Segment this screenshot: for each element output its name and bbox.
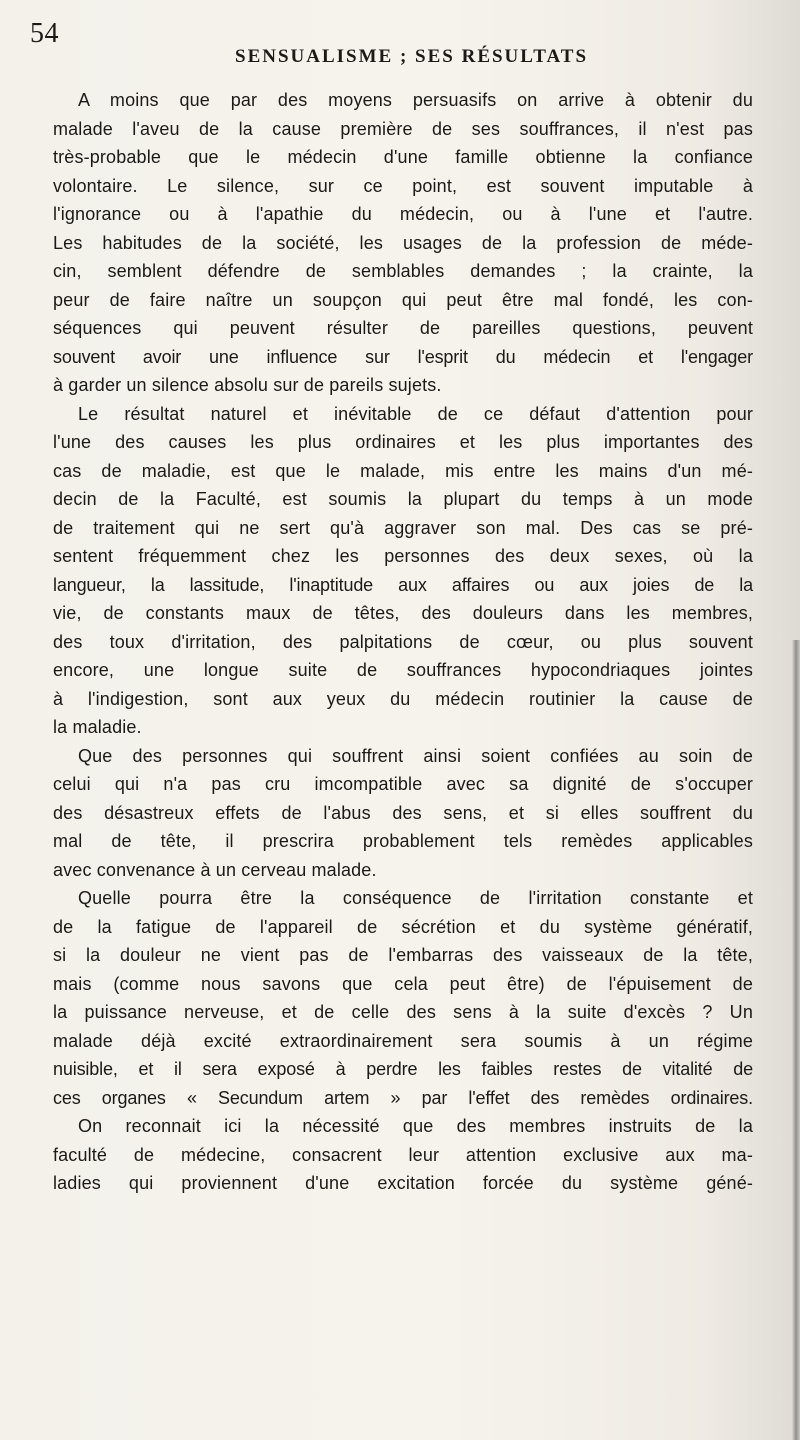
text-line: ladies qui proviennent d'une excitation forcée du système géné- bbox=[53, 1173, 753, 1193]
text-line: Quelle pourra être la conséquence de l'irritation constante et bbox=[78, 888, 753, 908]
running-head bbox=[30, 18, 770, 67]
text-line: peur de faire naître un soupçon qui peut être mal fondé, les con- bbox=[53, 289, 753, 310]
text-line: celui qui n'a pas cru imcompatible avec sa dignité de s'occuper bbox=[53, 774, 753, 794]
text-line: des toux d'irritation, des palpitations de cœur, ou plus souvent bbox=[53, 631, 753, 652]
text-line: A moins que par des moyens persuasifs on arrive à obtenir du bbox=[78, 90, 753, 110]
text-line: decin de la Faculté, est soumis la plupart du temps à un mode bbox=[53, 489, 753, 509]
text-line: à l'indigestion, sont aux yeux du médecin routinier la cause de bbox=[53, 688, 753, 709]
text-line: cas de maladie, est que le malade, mis entre les mains d'un mé- bbox=[53, 460, 753, 481]
text-line: malade déjà excité extraordinairement sera soumis à un régime bbox=[53, 1030, 753, 1051]
text-line: la puissance nerveuse, et de celle des sens à la suite d'excès ? Un bbox=[53, 1002, 753, 1022]
text-line: Les habitudes de la société, les usages de la profession de méde- bbox=[53, 232, 753, 253]
text-line: de traitement qui ne sert qu'à aggraver son mal. Des cas se pré- bbox=[53, 517, 753, 538]
text-line: langueur, la lassitude, l'inaptitude aux affaires ou aux joies de la bbox=[53, 574, 753, 595]
text-line: à garder un silence absolu sur de pareils sujets. bbox=[53, 375, 442, 395]
page-edge-shadow bbox=[792, 640, 800, 1440]
text-line: Le résultat naturel et inévitable de ce défaut d'attention pour bbox=[78, 403, 753, 424]
text-line: souvent avoir une influence sur l'esprit du médecin et l'engager bbox=[53, 346, 753, 367]
text-line: avec convenance à un cerveau malade. bbox=[53, 859, 377, 880]
text-line: séquences qui peuvent résulter de pareilles questions, peuvent bbox=[53, 318, 753, 338]
text-line: encore, une longue suite de souffrances hypocondriaques jointes bbox=[53, 660, 753, 680]
text-line: des désastreux effets de l'abus des sens, et si elles souffrent du bbox=[53, 802, 753, 823]
running-title: SENSUALISME ; SES RÉSULTATS bbox=[235, 46, 589, 67]
text-line: l'une des causes les plus ordinaires et les plus importantes des bbox=[53, 432, 753, 452]
text-line: faculté de médecine, consacrent leur attention exclusive aux ma- bbox=[53, 1144, 753, 1165]
text-line: ces organes « Secundum artem » par l'effet des remèdes ordinaires. bbox=[53, 1087, 753, 1108]
text-line: Que des personnes qui souffrent ainsi soient confiées au soin de bbox=[78, 745, 753, 766]
text-line: malade l'aveu de la cause première de ses souffrances, il n'est pas bbox=[53, 118, 753, 139]
text-line: la maladie. bbox=[53, 717, 142, 737]
text-line: cin, semblent défendre de semblables demandes ; la crainte, la bbox=[53, 261, 753, 281]
text-line: vie, de constants maux de têtes, des douleurs dans les membres, bbox=[53, 603, 753, 623]
text-line: volontaire. Le silence, sur ce point, est souvent imputable à bbox=[53, 175, 753, 196]
body-text bbox=[53, 86, 753, 1198]
text-line: mal de tête, il prescrira probablement tels remèdes applicables bbox=[53, 831, 753, 851]
text-line: mais (comme nous savons que cela peut être) de l'épuisement de bbox=[53, 973, 753, 994]
text-line: sentent fréquemment chez les personnes des deux sexes, où la bbox=[53, 546, 753, 566]
text-line: très-probable que le médecin d'une famille obtienne la confiance bbox=[53, 147, 753, 167]
text-line: de la fatigue de l'appareil de sécrétion et du système génératif, bbox=[53, 916, 753, 937]
page-number: 54 bbox=[30, 18, 59, 49]
text-line: l'ignorance ou à l'apathie du médecin, ou à l'une et l'autre. bbox=[53, 204, 753, 224]
text-line: si la douleur ne vient pas de l'embarras des vaisseaux de la tête, bbox=[53, 945, 753, 965]
text-line: On reconnait ici la nécessité que des membres instruits de la bbox=[78, 1116, 753, 1136]
text-line: nuisible, et il sera exposé à perdre les faibles restes de vitalité de bbox=[53, 1059, 753, 1079]
